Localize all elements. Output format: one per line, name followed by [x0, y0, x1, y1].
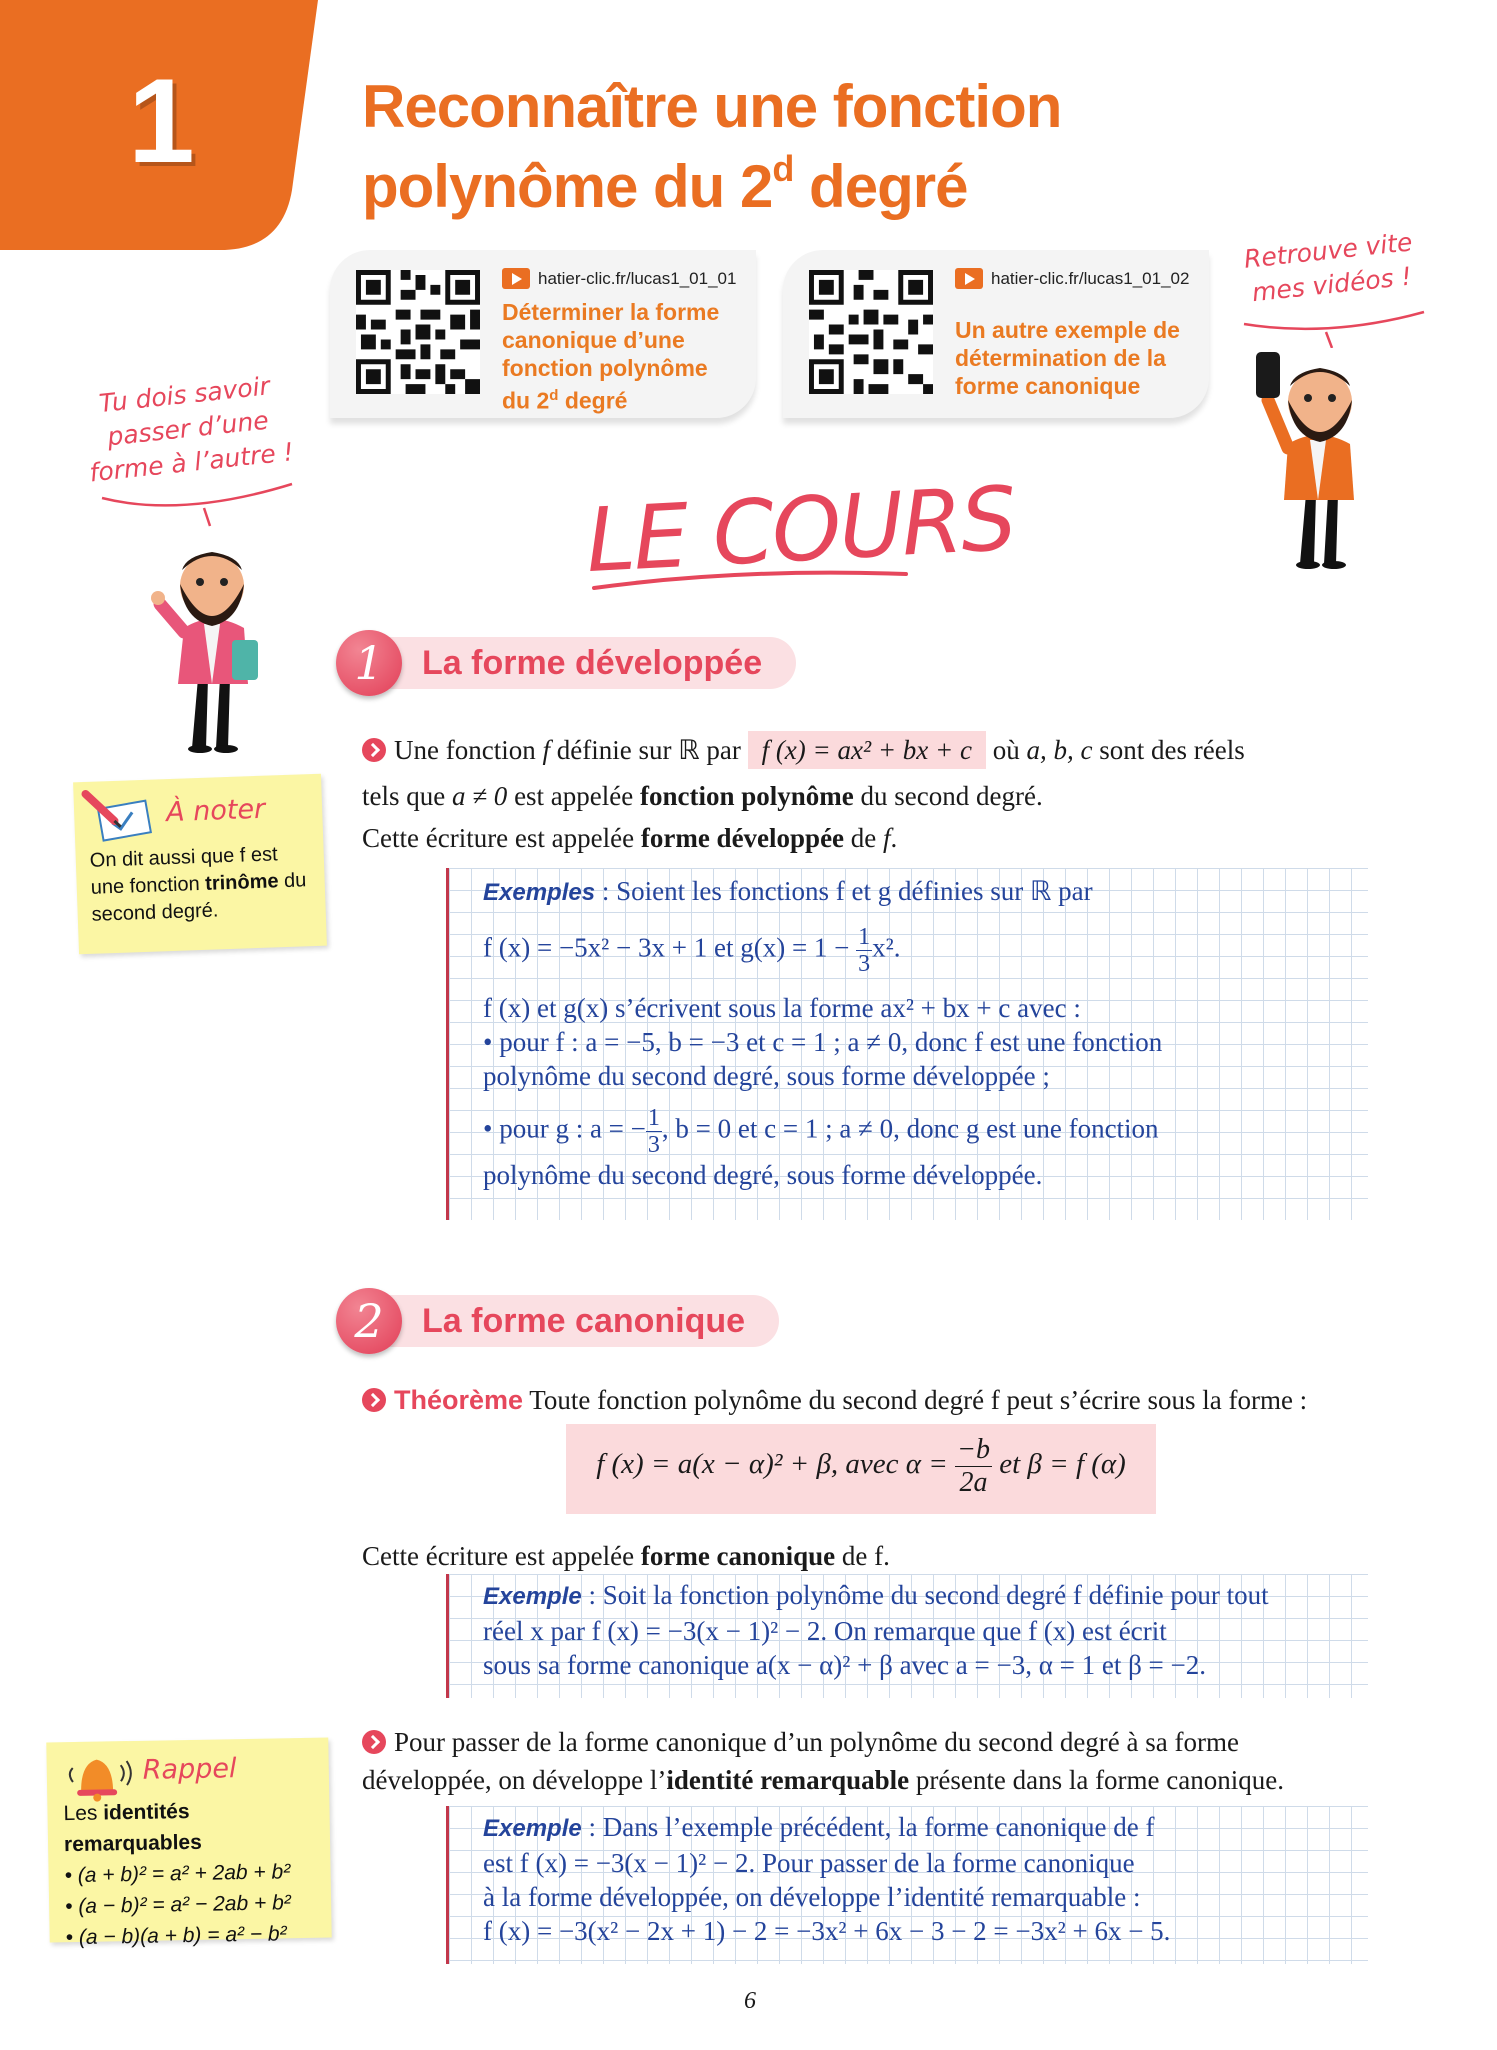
- chapter-title-line1: Reconnaître une fonction: [362, 73, 1062, 140]
- speech-bubble-left: Tu dois savoir passer d’une forme à l’autre !: [88, 371, 295, 488]
- paragraph-definition-2: tels que a ≠ 0 est appelée fonction polynôme du second degré.: [362, 781, 1043, 811]
- side-note-rappel: [46, 1738, 331, 1950]
- chapter-title-line2: polynôme du 2$^d$ degré: [362, 148, 968, 220]
- pencil-paper-icon: [79, 786, 155, 845]
- example-box-3: [446, 1806, 1368, 1964]
- section-title-1: La forme développée: [372, 637, 796, 689]
- example-3-line2: est f (x) = −3(x − 1)² − 2. Pour passer de la forme canonique: [483, 1848, 1135, 1878]
- example-box-2: [446, 1574, 1368, 1698]
- theorem-formula-box: f (x) = a(x − α)² + β, avec α = $\frac{-b}{2a}$ et β = f (α): [566, 1424, 1156, 1514]
- example-1-line4: • pour f : a = −5, b = −3 et c = 1 ; a ≠ 0, donc f est une fonction: [483, 1027, 1163, 1057]
- video-link-2-text[interactable]: hatier-clic.fr/lucas1_01_02: [991, 268, 1190, 288]
- teacher-avatar-left: [148, 528, 278, 754]
- video-description-1: Déterminer la forme canonique d’une fonction polynôme du 2$^d$ degré: [502, 299, 720, 414]
- example-3-line3: à la forme développée, on développe l’identité remarquable :: [483, 1882, 1141, 1912]
- example-1-line1: Exemples : Soient les fonctions f et g définies sur ℝ par: [483, 876, 1093, 906]
- video-card-1[interactable]: [330, 250, 756, 418]
- page-number: 6: [744, 1988, 756, 2014]
- note-body: On dit aussi que f est une fonction trinôme du second degré.: [89, 843, 307, 926]
- note-title: Rappel: [142, 1753, 237, 1786]
- bell-icon: [60, 1747, 139, 1804]
- example-1-line7: polynôme du second degré, sous forme développée.: [483, 1160, 1043, 1190]
- chapter-number: 1: [128, 54, 195, 188]
- chevron-right-icon: [362, 1388, 386, 1412]
- section-number-2: 2: [336, 1288, 402, 1354]
- play-icon: [502, 268, 530, 289]
- paragraph-expansion-1: Pour passer de la forme canonique d’un polynôme du second degré à sa forme: [362, 1724, 1239, 1760]
- side-note-a-noter: [73, 774, 327, 955]
- speech-bubble-right: Retrouve vite mes vidéos !: [1242, 227, 1414, 308]
- note-title: À noter: [165, 793, 266, 829]
- example-3-line1: Exemple : Dans l’exemple précédent, la forme canonique de f: [483, 1812, 1155, 1842]
- qr-code-icon[interactable]: [809, 270, 933, 394]
- identity-item: • (a − b)² = a² − 2ab + b²: [64, 1891, 291, 1919]
- paragraph-expansion-2: développée, on développe l’identité remarquable présente dans la forme canonique.: [362, 1765, 1284, 1795]
- note-intro: Les identités remarquables: [63, 1799, 202, 1857]
- course-heading: LE COURS: [583, 466, 1018, 593]
- example-1-line3: f (x) et g(x) s’écrivent sous la forme ax² + bx + c avec :: [483, 993, 1081, 1023]
- example-1-line5: polynôme du second degré, sous forme développée ;: [483, 1061, 1050, 1091]
- example-2-line1: Exemple : Soit la fonction polynôme du second degré f définie pour tout: [483, 1580, 1269, 1610]
- teacher-avatar-right: [1254, 340, 1384, 570]
- paragraph-definition-1: Une fonction f définie sur ℝ par f (x) = ax² + bx + c où a, b, c sont des réels: [362, 732, 1245, 768]
- example-2-line3: sous sa forme canonique a(x − α)² + β avec a = −3, α = 1 et β = −2.: [483, 1650, 1207, 1680]
- qr-code-icon[interactable]: [356, 270, 480, 394]
- chevron-right-icon: [362, 1730, 386, 1754]
- video-description-2: Un autre exemple de détermination de la forme canonique: [955, 317, 1180, 399]
- section-number-1: 1: [336, 630, 402, 696]
- paragraph-definition-3: Cette écriture est appelée forme développée de f.: [362, 823, 898, 853]
- identity-item: • (a − b)(a + b) = a² − b²: [65, 1922, 287, 1950]
- video-link-2[interactable]: [955, 268, 1189, 289]
- heading-underline: [590, 560, 910, 596]
- theorem-statement: Théorème Toute fonction polynôme du second degré f peut s’écrire sous la forme :: [362, 1382, 1307, 1418]
- paragraph-canonical-definition: Cette écriture est appelée forme canonique de f.: [362, 1541, 890, 1571]
- example-1-line2: f (x) = −5x² − 3x + 1 et g(x) = 1 − $\frac{1}{3}$ x².: [483, 924, 901, 977]
- example-3-line4: f (x) = −3(x² − 2x + 1) − 2 = −3x² + 6x − 3 − 2 = −3x² + 6x − 5.: [483, 1916, 1171, 1946]
- chevron-right-icon: [362, 738, 386, 762]
- video-link-1[interactable]: [502, 268, 736, 289]
- note-body: [63, 1794, 326, 1954]
- section-title-2: La forme canonique: [372, 1295, 779, 1347]
- example-2-line2: réel x par f (x) = −3(x − 1)² − 2. On remarque que f (x) est écrit: [483, 1616, 1167, 1646]
- example-1-line6: • pour g : a = − $\frac{1}{3}$ , b = 0 et c = 1 ; a ≠ 0, donc g est une fonction: [483, 1105, 1159, 1158]
- speech-bubble-tail-left: [92, 478, 302, 528]
- play-icon: [955, 268, 983, 289]
- identity-item: • (a + b)² = a² + 2ab + b²: [64, 1860, 291, 1888]
- formula-developed: f (x) = ax² + bx + c: [748, 731, 986, 769]
- video-card-2[interactable]: [783, 250, 1209, 418]
- video-link-1-text[interactable]: hatier-clic.fr/lucas1_01_01: [538, 268, 737, 288]
- example-box-1: [446, 868, 1368, 1220]
